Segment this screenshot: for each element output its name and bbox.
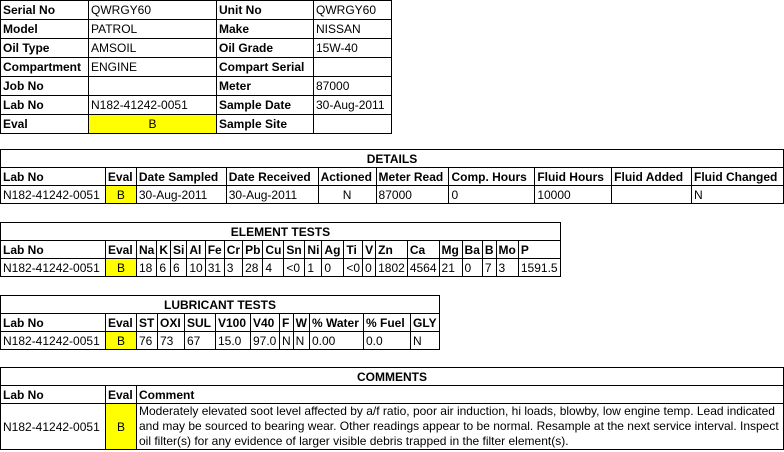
table-row: [1, 77, 392, 96]
model-value: PATROL: [89, 20, 217, 39]
table-row: [1, 404, 784, 450]
compartment-value: ENGINE: [89, 58, 217, 77]
table-header-row: [1, 314, 440, 332]
column-header: P: [518, 241, 560, 259]
table-cell: [612, 186, 692, 204]
table-title-row: [1, 223, 561, 241]
table-cell: 0: [363, 259, 376, 277]
table-cell: 67: [185, 332, 216, 350]
model-label: Model: [1, 20, 89, 39]
table-header-row: [1, 241, 561, 259]
table-cell: 31: [205, 259, 224, 277]
table-row: [1, 96, 392, 115]
compart-serial-value: [314, 58, 392, 77]
make-value: NISSAN: [314, 20, 392, 39]
table-cell: 18: [137, 259, 157, 277]
column-header: Pb: [243, 241, 263, 259]
table-row: [1, 186, 784, 204]
column-header: Sn: [284, 241, 305, 259]
column-header: Na: [137, 241, 157, 259]
column-header: Lab No: [1, 314, 106, 332]
column-header: ST: [137, 314, 158, 332]
table-cell: N: [280, 332, 294, 350]
column-header: Al: [187, 241, 205, 259]
column-header: W: [293, 314, 309, 332]
table-cell: 10000: [535, 186, 612, 204]
comments-title: COMMENTS: [1, 368, 784, 386]
table-title-row: [1, 150, 784, 168]
table-cell: 6: [171, 259, 187, 277]
table-cell: 30-Aug-2011: [226, 186, 318, 204]
table-row: [1, 259, 561, 277]
column-header: Eval: [106, 314, 137, 332]
table-cell: 1: [305, 259, 322, 277]
table-cell: 97.0: [251, 332, 280, 350]
table-cell: N182-41242-0051: [1, 259, 106, 277]
compart-serial-label: Compart Serial: [217, 58, 314, 77]
table-row: [1, 332, 440, 350]
table-cell: 76: [137, 332, 158, 350]
lubricant-tests-title: LUBRICANT TESTS: [1, 296, 440, 314]
table-cell: 1802: [376, 259, 408, 277]
table-cell: 28: [243, 259, 263, 277]
table-cell: 21: [439, 259, 462, 277]
table-cell: 73: [158, 332, 185, 350]
job-no-label: Job No: [1, 77, 89, 96]
compartment-label: Compartment: [1, 58, 89, 77]
unit-no-label: Unit No: [217, 1, 314, 20]
table-cell: 3: [496, 259, 518, 277]
oil-type-value: AMSOIL: [89, 39, 217, 58]
lab-no-label: Lab No: [1, 96, 89, 115]
column-header: V40: [251, 314, 280, 332]
column-header: Date Sampled: [136, 168, 226, 186]
table-cell: N182-41242-0051: [1, 404, 106, 450]
table-cell: N: [293, 332, 309, 350]
oil-grade-label: Oil Grade: [217, 39, 314, 58]
table-cell: 10: [187, 259, 205, 277]
column-header: Fluid Added: [612, 168, 692, 186]
column-header: Fluid Hours: [535, 168, 612, 186]
job-no-value: [89, 77, 217, 96]
make-label: Make: [217, 20, 314, 39]
column-header: % Fuel: [364, 314, 411, 332]
eval-badge: B: [89, 115, 217, 134]
eval-badge: B: [105, 186, 136, 204]
unit-no-value: QWRGY60: [314, 1, 392, 20]
oil-grade-value: 15W-40: [314, 39, 392, 58]
eval-badge: B: [106, 332, 137, 350]
column-header: K: [157, 241, 171, 259]
table-cell: N182-41242-0051: [1, 332, 106, 350]
table-row: [1, 20, 392, 39]
column-header: B: [482, 241, 496, 259]
column-header: Comp. Hours: [449, 168, 535, 186]
column-header: Actioned: [318, 168, 376, 186]
oil-type-label: Oil Type: [1, 39, 89, 58]
column-header: Zn: [376, 241, 408, 259]
table-cell: 0: [462, 259, 482, 277]
column-header: SUL: [185, 314, 216, 332]
eval-badge: B: [106, 259, 137, 277]
column-header: Eval: [106, 241, 137, 259]
column-header: Ni: [305, 241, 322, 259]
element-tests-title: ELEMENT TESTS: [1, 223, 561, 241]
column-header: GLY: [411, 314, 440, 332]
table-cell: N182-41242-0051: [1, 186, 106, 204]
sample-site-value: [314, 115, 392, 134]
column-header: Ba: [462, 241, 482, 259]
table-cell: 0.0: [364, 332, 411, 350]
eval-label: Eval: [1, 115, 89, 134]
column-header: Lab No: [1, 241, 106, 259]
table-cell: 3: [224, 259, 242, 277]
table-cell: 15.0: [216, 332, 251, 350]
table-row: [1, 58, 392, 77]
table-cell: 0.00: [310, 332, 364, 350]
meter-label: Meter: [217, 77, 314, 96]
table-cell: 7: [482, 259, 496, 277]
comment-text: Moderately elevated soot level affected by a/f ratio, poor air induction, hi loads, blowby, low engine temp. Lead indicated and may be sourced to bearing wear. Other readings appear to be normal. Resample at the next service interval. Inspect oil filter(s) for any evidence of larger visible debris trapped in the filter element(s).: [137, 404, 784, 450]
column-header: Lab No: [1, 168, 106, 186]
table-header-row: [1, 386, 784, 404]
column-header: Mg: [439, 241, 462, 259]
column-header: Eval: [106, 386, 137, 404]
table-title-row: [1, 368, 784, 386]
column-header: Fluid Changed: [692, 168, 784, 186]
details-table: [0, 149, 784, 204]
table-cell: N: [318, 186, 376, 204]
lubricant-tests-table: [0, 295, 440, 350]
column-header: Eval: [105, 168, 136, 186]
serial-no-label: Serial No: [1, 1, 89, 20]
table-row: [1, 1, 392, 20]
column-header: Fe: [205, 241, 224, 259]
table-cell: 6: [157, 259, 171, 277]
sample-info-table: [0, 0, 392, 134]
table-cell: 30-Aug-2011: [136, 186, 226, 204]
eval-badge: B: [106, 404, 137, 450]
table-cell: 0: [322, 259, 344, 277]
column-header: Ca: [407, 241, 439, 259]
column-header: V: [363, 241, 376, 259]
column-header: % Water: [310, 314, 364, 332]
sample-site-label: Sample Site: [217, 115, 314, 134]
sample-date-label: Sample Date: [217, 96, 314, 115]
column-header: Si: [171, 241, 187, 259]
element-tests-table: [0, 222, 561, 277]
column-header: Lab No: [1, 386, 106, 404]
column-header: Mo: [496, 241, 518, 259]
column-header: Cr: [224, 241, 242, 259]
column-header: OXI: [158, 314, 185, 332]
column-header: Cu: [263, 241, 284, 259]
table-cell: 87000: [376, 186, 449, 204]
column-header: Comment: [137, 386, 784, 404]
column-header: Ti: [344, 241, 363, 259]
table-row: [1, 39, 392, 58]
table-title-row: [1, 296, 440, 314]
column-header: Date Received: [226, 168, 318, 186]
table-cell: 1591.5: [518, 259, 560, 277]
sample-date-value: 30-Aug-2011: [314, 96, 392, 115]
column-header: F: [280, 314, 294, 332]
meter-value: 87000: [314, 77, 392, 96]
table-cell: <0: [284, 259, 305, 277]
table-cell: 4564: [407, 259, 439, 277]
table-cell: N: [411, 332, 440, 350]
table-header-row: [1, 168, 784, 186]
table-row: [1, 115, 392, 134]
column-header: V100: [216, 314, 251, 332]
table-cell: N: [692, 186, 784, 204]
table-cell: <0: [344, 259, 363, 277]
table-cell: 4: [263, 259, 284, 277]
column-header: Ag: [322, 241, 344, 259]
lab-no-value: N182-41242-0051: [89, 96, 217, 115]
details-title: DETAILS: [1, 150, 784, 168]
column-header: Meter Read: [376, 168, 449, 186]
table-cell: 0: [449, 186, 535, 204]
comments-table: [0, 367, 784, 450]
serial-no-value: QWRGY60: [89, 1, 217, 20]
